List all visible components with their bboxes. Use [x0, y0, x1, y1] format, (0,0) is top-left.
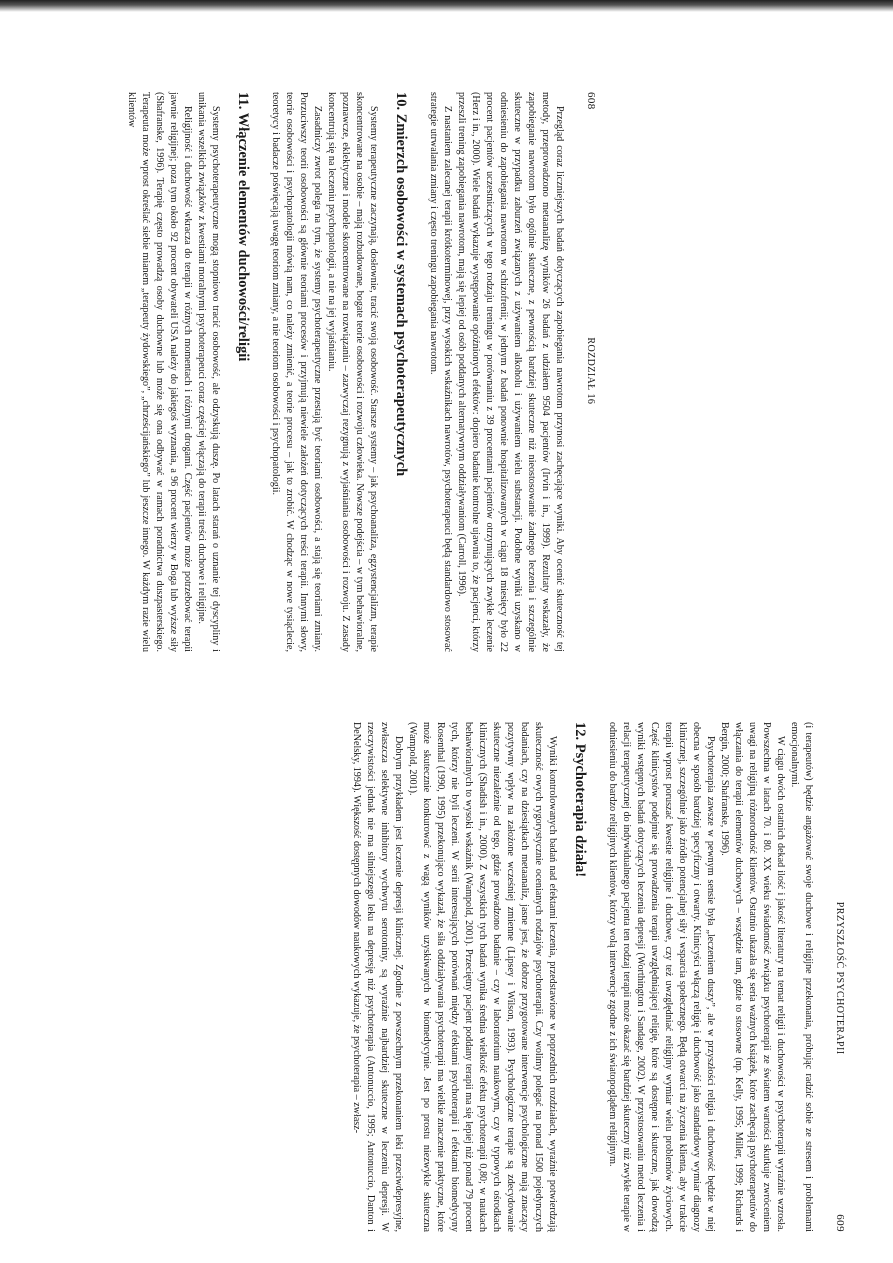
section-heading: 12. Psychoterapia działa!: [572, 722, 588, 878]
paragraph: Wyniki kontrolowanych badań nad efektami leczenia, przedstawione w poprzednich rozdziałach, wyraźnie potwierdzają skuteczność owych rygorystycznie ocenianych rodzajów psychoterapii. Czy wolimy polegać na ponad 1500 pojedynczych badaniach, czy na dziesiątkach metaanaliz, jasne jest, że dobrze przygotowane interwencje psychologiczne mają znaczący pozytywny wpływ na założone wcześniej zmienne (Lipsey i Wilson, 1993). Psychologiczne terapie są zdecydowanie skuteczne niezależnie od tego, gdzie prowadzono badanie – czy w laboratorium naukowym, czy w typowych ośrodkach klinicznych (Shadish i in., 2000). Z wszystkich tych badań wynika średnia wielkość efektu psychoterapii 0,80; w naukach behawioralnych to wysoki wskaźnik (Wampold, 2001). Przeciętny pacjent poddany terapii ma się lepiej niż ponad 79 procent tych, którzy nie byli leczeni. W serii interesujących porównań między efektami psychoterapii i efektami biomedycyny Rosenthal (1990, 1995) przekonująco wykazał, że siła oddziaływania psychoterapii ma wielkie znaczenie praktyczne, które może skutecznie konkurować z wagą wyników uzyskiwanych w biomedycynie. Jest po prostu niezwykle skuteczna (Wampold, 2001).: [407, 722, 558, 1232]
running-head-title: ROZDZIAŁ 16: [585, 337, 596, 405]
paragraph: Psychoterapia zawsze w pewnym sensie była „leczeniem duszy”, ale w przyszłości religia i duchowość będzie w niej obecna w sposób bardziej specyficzny i otwarty. Klinicyści włączą religię i duchowość jako standardowy wymiar diagnozy klinicznej, szczególnie jako źródło potencjalnej siły i wsparcia społecznego. Będą otwarci na życzenia klienta, aby w trakcie terapii wprost poruszać kwestie religijne i duchowe, czy też uwzględniać religijny wymiar wielu problemów życiowych. Część klinicystów podejmie się prowadzenia terapii uwzględniającej religię, które są dostępne i skuteczne, jak dowodzą wyniki wstępnych badań dotyczących leczenia depresji (Worthington i Sandage, 2002). W przystosowaniu metod leczenia i relacji terapeutycznej do indywidualnego pacjenta ten rodzaj terapii może okazać się bardziej skuteczny niż zwykłe terapie w odniesieniu do bardzo religijnych klientów, którzy wolą interwencje zgodne z ich światopoglądem religijnym.: [607, 722, 716, 1232]
paragraph: Systemy psychoterapeutyczne mogą stopniowo tracić osobowość, ale odzyskują duszę. Po latach starań o uznanie tej dyscypliny i unikania wszelkich związków z kwestiami moralnymi psychoterapeuci coraz częściej włączają do terapii treści duchowe i religijne.: [196, 92, 221, 652]
section-heading: 10. Zmierzch osobowości w systemach psychoterapeutycznych: [393, 92, 409, 477]
page-number: 609: [834, 1214, 846, 1232]
section-heading: 11. Włączenie elementów duchowości/religii: [235, 92, 251, 362]
running-header: [582, 92, 598, 652]
page-number: 608: [585, 92, 597, 110]
paragraph: Przegląd coraz liczniejszych badań dotyczących zapobiegania nawrotom przynosi zachęcające wyniki. Aby ocenić skuteczność tej metody, przeprowadzono metaanalizę wyników 26 badań z udziałem 9504 pacjentów (Irvin i in., 1999). Rezultaty wskazały, że zapobieganie nawrotom było ogólnie skuteczne, z pewnością bardziej skuteczne niż nieostosowanie żadnego leczenia i szczególnie skuteczne w przypadku zaburzeń związanych z używaniem alkoholu i używaniem wielu substancji. Podobne wyniki uzyskano w odniesieniu do zapobiegania nawrotom w schizofrenii; w jednym z badań ponownie hospitalizowanych w ciągu 18 miesięcy było 22 procent pacjentów uczestniczących w tego rodzaju treningu w porównaniu z 39 procentami pacjentów otrzymujących zwykłe leczenie (Herz i in., 2000). Wiele badań wykazuje występowanie opóźnionych efektów: dopiero badanie kontrolne ujawnia to, że pacjenci, którzy przeszli trening zapobiegania nawrotom, mają się lepiej od osób poddanych alternatywnym oddziaływaniom (Carroll, 1996).: [456, 92, 565, 652]
paragraph: (i terapeutów) będzie angażować swoje duchowe i religijne przekonania, próbując radzić sobie ze stresem i problemami emocjonalnymi.: [789, 722, 814, 1232]
paragraph: Religijność i duchowość wkracza do terapii w różnych momentach i różnymi drogami. Część pacjentów może potrzebować terapii jawnie religijnej; poza tym około 92 procent obywateli USA należy do jakiegoś wyznania, a 96 procent wierzy w Boga lub wyższe siły (Shafranske, 1996). Terapię często prowadzą osoby duchowne lub może się ona odbywać w ramach poradnictwa duszpasterskiego. Terapeuta może wprost określać siebie mianem „terapeuty żydowskiego”, „chrześcijańskiego” lub jeszcze innego. W każdym razie wielu klientów: [126, 92, 193, 652]
page-608: [128, 92, 598, 652]
paragraph: Z nastaniem zalecanej terapii krótkoterminowej, przy wysokich wskaźnikach nawrotów, psychoterapeuci będą standardowo stosować strategie utrwalania zmiany i często treningu zapobiegania nawrotom.: [428, 92, 453, 652]
running-header: [831, 722, 847, 1232]
page-609: [47, 722, 847, 1232]
paragraph: Systemy terapeutyczne zaczynają, dosłownie, tracić swoją osobowość. Starsze systemy – jak psychoanaliza, egzystencjalizm, terapie skoncentrowane na osobie – mają rozbudowane, bogate teorie osobowości i rozwoju człowieka. Nowsze podejścia – w tym behawioralne, poznawcze, eklektyczne i modele skoncentrowane na rozwiązaniu – zazwyczaj rezygnują z wyjaśniania osobowości i rozwoju. Z zasady koncentrują się na leczeniu psychopatologii, a nie na jej wyjaśnianiu.: [326, 92, 379, 652]
paragraph: W ciągu dwóch ostatnich dekad ilość i jakość literatury na temat religii i duchowości w psychoterapii wyraźnie wzrosła. Powszechna w latach 70. i 80. XX wieku świadomość związku psychoterapii ze światem wartości skutkuje zwróceniem uwagi na religijną różnorodność klientów. Ostatnio ukazała się seria ważnych książek, które zachęcają psychoterapeutów do włączania do terapii elementów duchowych – wszędzie tam, gdzie to stosowne (np. Kelly, 1995; Miller, 1999; Richards i Bergin, 2000; Shafranske, 1996).: [719, 722, 786, 1232]
running-head-title: PRZYSZŁOŚĆ PSYCHOTERAPII: [834, 901, 845, 1055]
paragraph: Dobrym przykładem jest leczenie depresji klinicznej. Zgodnie z powszechnym przekonaniem leki przeciwdepresyjne, zwłaszcza selektywne inhibitory wychwytu serotoniny, są wyraźnie najbardziej skuteczne w leczeniu depresji. W rzeczywistości jednak nie ma silniejszego leku na depresję niż psychoterapia (Antonuccio, 1995; Antonuccio, Danton i DeNelsky, 1994). Większość dostępnych dowodów naukowych wykazuje, że psychoterapia – zwłasz-: [351, 722, 404, 1232]
paragraph: Zasadniczy zwrot polega na tym, że systemy psychoterapeutyczne przestają być teoriami osobowości, a stają się teoriami zmiany. Porzuciwszy teorii osobowości są głównie teoriami procesów i przyjmują niewiele założeń dotyczących treści terapii. Innymi słowy, teorie osobowości i psychopatologii mówią nam, co należy zmienić, a teorie procesu – jak to zrobić. W chodząc w nowe tysiąclecie, teoretycy i badacze poświęcają uwagę teoriom zmiany, a nie teoriom osobowości i psychopatologii.: [270, 92, 323, 652]
